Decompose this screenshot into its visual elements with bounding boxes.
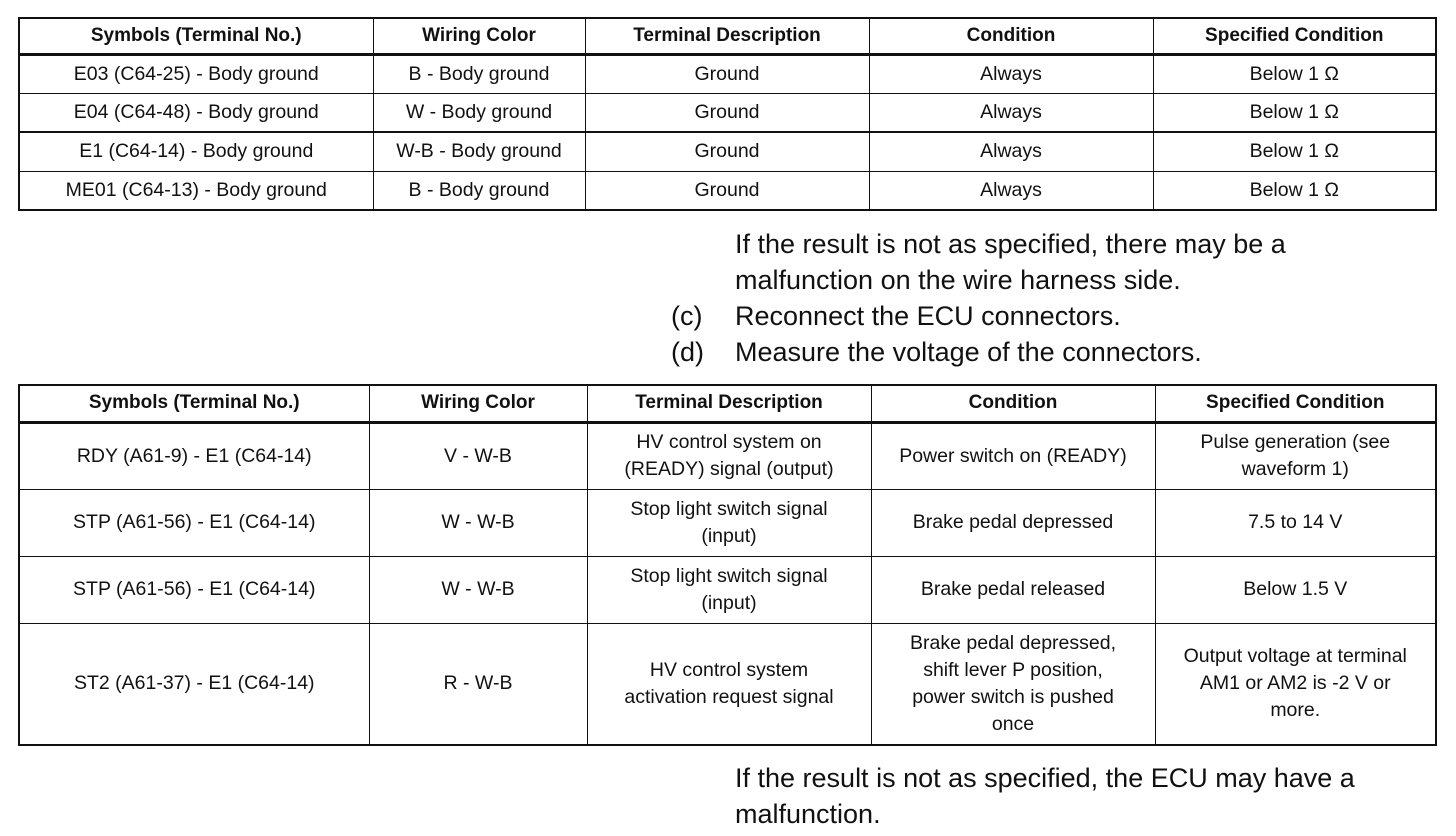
- line: Brake pedal released: [920, 578, 1106, 600]
- line: Brake pedal depressed: [912, 511, 1114, 533]
- line: Brake pedal depressed,: [910, 631, 1116, 654]
- cell-condition: Always: [869, 132, 1153, 171]
- cell-terminal-description: Ground: [585, 54, 869, 93]
- cell-specified-condition: [1155, 623, 1436, 745]
- cell-condition: [871, 422, 1155, 489]
- cell-wiring-color: B - Body ground: [373, 54, 585, 93]
- line: 7.5 to 14 V: [1248, 511, 1343, 533]
- cell-terminal-description: [587, 556, 871, 623]
- table-header-row: [19, 18, 1436, 54]
- header-condition: Condition: [871, 385, 1155, 422]
- table-row: [19, 93, 1436, 132]
- cell-symbols: ME01 (C64-13) - Body ground: [19, 171, 373, 210]
- table-row: [19, 54, 1436, 93]
- line: once: [991, 712, 1035, 735]
- cell-symbols: E03 (C64-25) - Body ground: [19, 54, 373, 93]
- cell-condition: [871, 623, 1155, 745]
- cell-wiring-color: R - W-B: [369, 623, 587, 745]
- line: Stop light switch signal: [630, 564, 828, 587]
- cell-wiring-color: W - Body ground: [373, 93, 585, 132]
- cell-specified-condition: [1155, 556, 1436, 623]
- line: waveform 1): [1241, 458, 1349, 480]
- line: Stop light switch signal: [630, 497, 828, 520]
- cell-terminal-description: [587, 623, 871, 745]
- wire-harness-note-line2: malfunction on the wire harness side.: [735, 265, 1181, 295]
- header-terminal-description: Terminal Description: [587, 385, 871, 422]
- cell-symbols: STP (A61-56) - E1 (C64-14): [19, 556, 369, 623]
- cell-symbols: E1 (C64-14) - Body ground: [19, 132, 373, 171]
- cell-symbols: ST2 (A61-37) - E1 (C64-14): [19, 623, 369, 745]
- table-row: [19, 489, 1436, 556]
- cell-symbols: RDY (A61-9) - E1 (C64-14): [19, 422, 369, 489]
- voltage-table: [18, 384, 1437, 746]
- cell-symbols: STP (A61-56) - E1 (C64-14): [19, 489, 369, 556]
- header-wiring-color: Wiring Color: [369, 385, 587, 422]
- table-row: [19, 422, 1436, 489]
- header-symbols: Symbols (Terminal No.): [19, 18, 373, 54]
- line: AM1 or AM2 is -2 V or: [1199, 672, 1391, 695]
- cell-wiring-color: W-B - Body ground: [373, 132, 585, 171]
- line: more.: [1270, 699, 1321, 722]
- header-specified-condition: Specified Condition: [1153, 18, 1436, 54]
- table-row: [19, 623, 1436, 745]
- cell-condition: Always: [869, 54, 1153, 93]
- cell-wiring-color: V - W-B: [369, 422, 587, 489]
- header-condition: Condition: [869, 18, 1153, 54]
- line: Power switch on (READY): [899, 444, 1127, 467]
- step-c-label: (c): [671, 301, 703, 331]
- header-specified-condition: Specified Condition: [1155, 385, 1436, 422]
- cell-condition: [871, 489, 1155, 556]
- cell-condition: [871, 556, 1155, 623]
- cell-specified-condition: Below 1 Ω: [1153, 132, 1436, 171]
- header-wiring-color: Wiring Color: [373, 18, 585, 54]
- cell-terminal-description: [587, 489, 871, 556]
- cell-wiring-color: W - W-B: [369, 489, 587, 556]
- step-d-text: Measure the voltage of the connectors.: [735, 337, 1202, 367]
- header-symbols: Symbols (Terminal No.): [19, 385, 369, 422]
- table-row: [19, 556, 1436, 623]
- cell-condition: Always: [869, 171, 1153, 210]
- header-terminal-description: Terminal Description: [585, 18, 869, 54]
- cell-specified-condition: Below 1 Ω: [1153, 171, 1436, 210]
- table-header-row: [19, 385, 1436, 422]
- ground-resistance-table: [18, 17, 1437, 211]
- cell-symbols: E04 (C64-48) - Body ground: [19, 93, 373, 132]
- wire-harness-note-line1: If the result is not as specified, there may be a: [735, 229, 1286, 259]
- table-row: [19, 132, 1436, 171]
- line: HV control system: [649, 658, 809, 681]
- line: (input): [701, 524, 757, 547]
- step-d-label: (d): [671, 337, 704, 367]
- line: Pulse generation (see: [1200, 431, 1391, 453]
- line: Output voltage at terminal: [1183, 645, 1407, 668]
- table-row: [19, 171, 1436, 210]
- ecu-malfunction-note-line1: If the result is not as specified, the ECU may have a: [735, 763, 1355, 793]
- line: Below 1.5 V: [1243, 578, 1348, 600]
- cell-terminal-description: [587, 422, 871, 489]
- cell-specified-condition: [1155, 422, 1436, 489]
- line: HV control system on: [636, 431, 822, 453]
- line: shift lever P position,: [923, 658, 1103, 681]
- cell-wiring-color: B - Body ground: [373, 171, 585, 210]
- line: (READY) signal (output): [624, 458, 834, 480]
- cell-terminal-description: Ground: [585, 132, 869, 171]
- cell-specified-condition: Below 1 Ω: [1153, 54, 1436, 93]
- cell-condition: Always: [869, 93, 1153, 132]
- cell-specified-condition: Below 1 Ω: [1153, 93, 1436, 132]
- line: (input): [701, 591, 757, 614]
- cell-wiring-color: W - W-B: [369, 556, 587, 623]
- cell-terminal-description: Ground: [585, 93, 869, 132]
- line: power switch is pushed: [912, 685, 1114, 708]
- cell-terminal-description: Ground: [585, 171, 869, 210]
- cell-specified-condition: [1155, 489, 1436, 556]
- step-c-text: Reconnect the ECU connectors.: [735, 301, 1121, 331]
- line: activation request signal: [624, 685, 834, 708]
- ecu-malfunction-note-line2: malfunction.: [735, 799, 881, 829]
